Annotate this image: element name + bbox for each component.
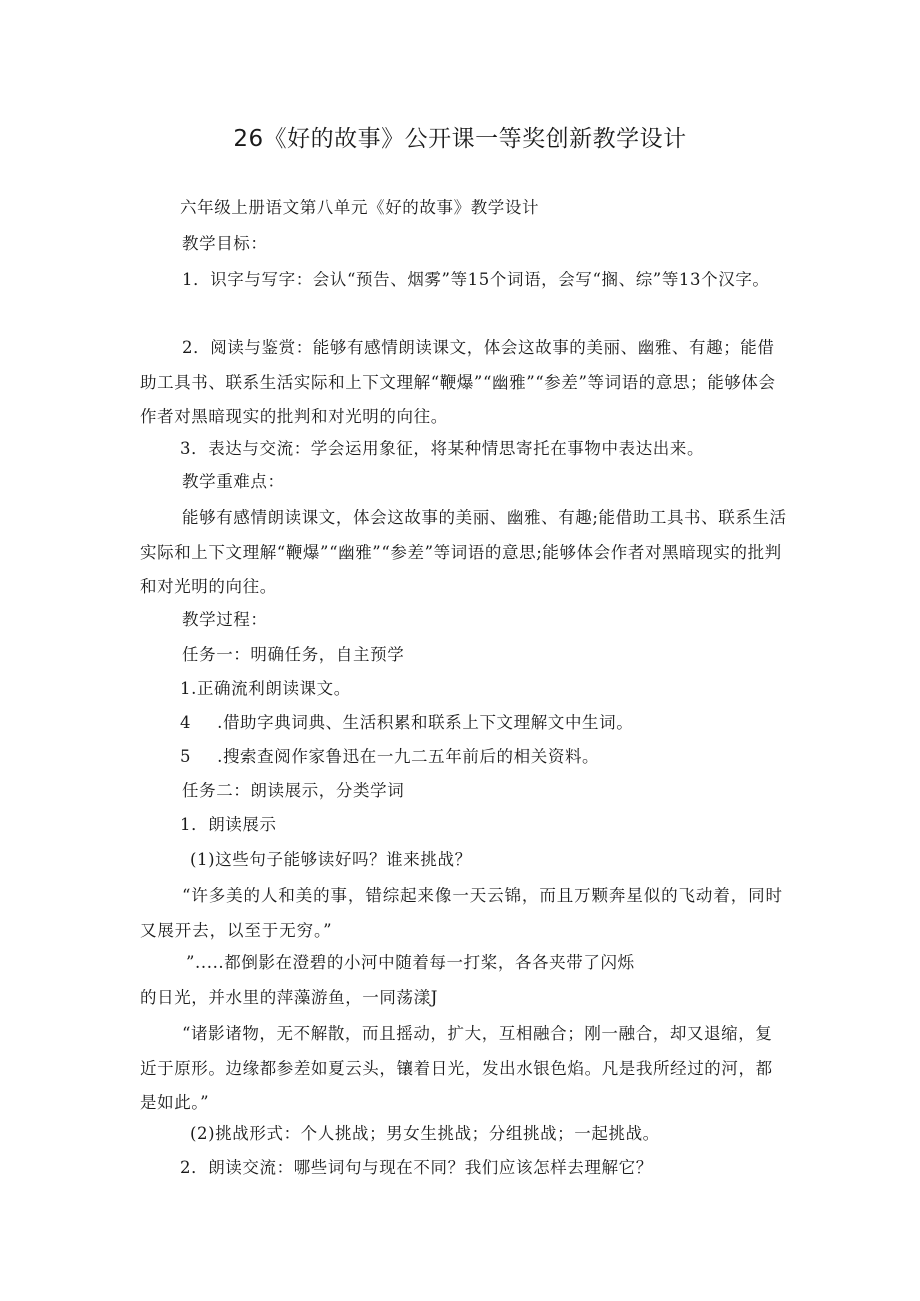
sub-item-1: (1)这些句子能够读好吗？谁来挑战？ (190, 850, 472, 869)
task-2-step-2: 2．朗读交流：哪些词句与现在不同？我们应该怎样去理解它？ (180, 1158, 653, 1177)
quote-2-line-2: 的日光，并水里的萍藻游鱼，一同荡漾J (140, 988, 438, 1007)
quote-2-line-1: ”.....都倒影在澄碧的小河中随着每一打桨，各各夹带了闪烁 (186, 953, 635, 972)
sub-item-2: (2)挑战形式：个人挑战；男女生挑战；分组挑战；一起挑战。 (190, 1124, 660, 1143)
process-heading: 教学过程： (182, 610, 268, 629)
goals-heading: 教学目标： (182, 234, 268, 253)
goal-3: 3．表达与交流：学会运用象征，将某种情思寄托在事物中表达出来。 (180, 439, 705, 458)
task-1-step-1: 1.正确流利朗读课文。 (180, 679, 351, 698)
task-2-heading: 任务二：朗读展示，分类学词 (182, 781, 405, 800)
subtitle: 六年级上册语文第八单元《好的故事》教学设计 (180, 198, 540, 217)
quote-1: “许多美的人和美的事，错综起来像一天云锦，而且万颗奔星似的飞动着，同时又展开去，以至于无穷。” (140, 886, 783, 940)
task-1-heading: 任务一：明确任务，自主预学 (182, 645, 405, 664)
task-1-step-2-number: 4 (180, 713, 192, 732)
task-1-step-2-text: .借助字典词典、生活积累和联系上下文理解文中生词。 (217, 713, 634, 732)
document-title: 26《好的故事》公开课一等奖创新教学设计 (233, 126, 687, 152)
task-1-step-3-number: 5 (180, 747, 192, 766)
quote-3: “诸影诸物，无不解散，而且摇动，扩大，互相融合；刚一融合，却又退缩，复近于原形。边缘都参差如夏云头，镶着日光，发出水银色焰。凡是我所经过的河，都是如此。” (140, 1024, 773, 1112)
task-2-step-1: 1．朗读展示 (180, 815, 277, 834)
task-1-step-3 (180, 747, 599, 767)
task-1-step-2 (180, 713, 633, 733)
key-points-text: 能够有感情朗读课文，体会这故事的美丽、幽雅、有趣;能借助工具书、联系生活实际和上下文理解“鞭爆”“幽雅”“参差”等词语的意思;能够体会作者对黑暗现实的批判和对光明的向往。 (140, 508, 787, 596)
goal-1: 1．识字与写字：会认“预告、烟雾”等15个词语，会写“搁、综”等13个汉字。 (182, 270, 770, 289)
task-1-step-3-text: .搜索查阅作家鲁迅在一九二五年前后的相关资料。 (217, 747, 600, 766)
goal-2: 2．阅读与鉴赏：能够有感情朗读课文，体会这故事的美丽、幽雅、有趣；能借助工具书、联系生活实际和上下文理解“鞭爆”“幽雅”“参差”等词语的意思；能够体会作者对黑暗现实的批判和对光明的向往。 (140, 338, 776, 426)
key-points-heading: 教学重难点： (182, 472, 285, 491)
